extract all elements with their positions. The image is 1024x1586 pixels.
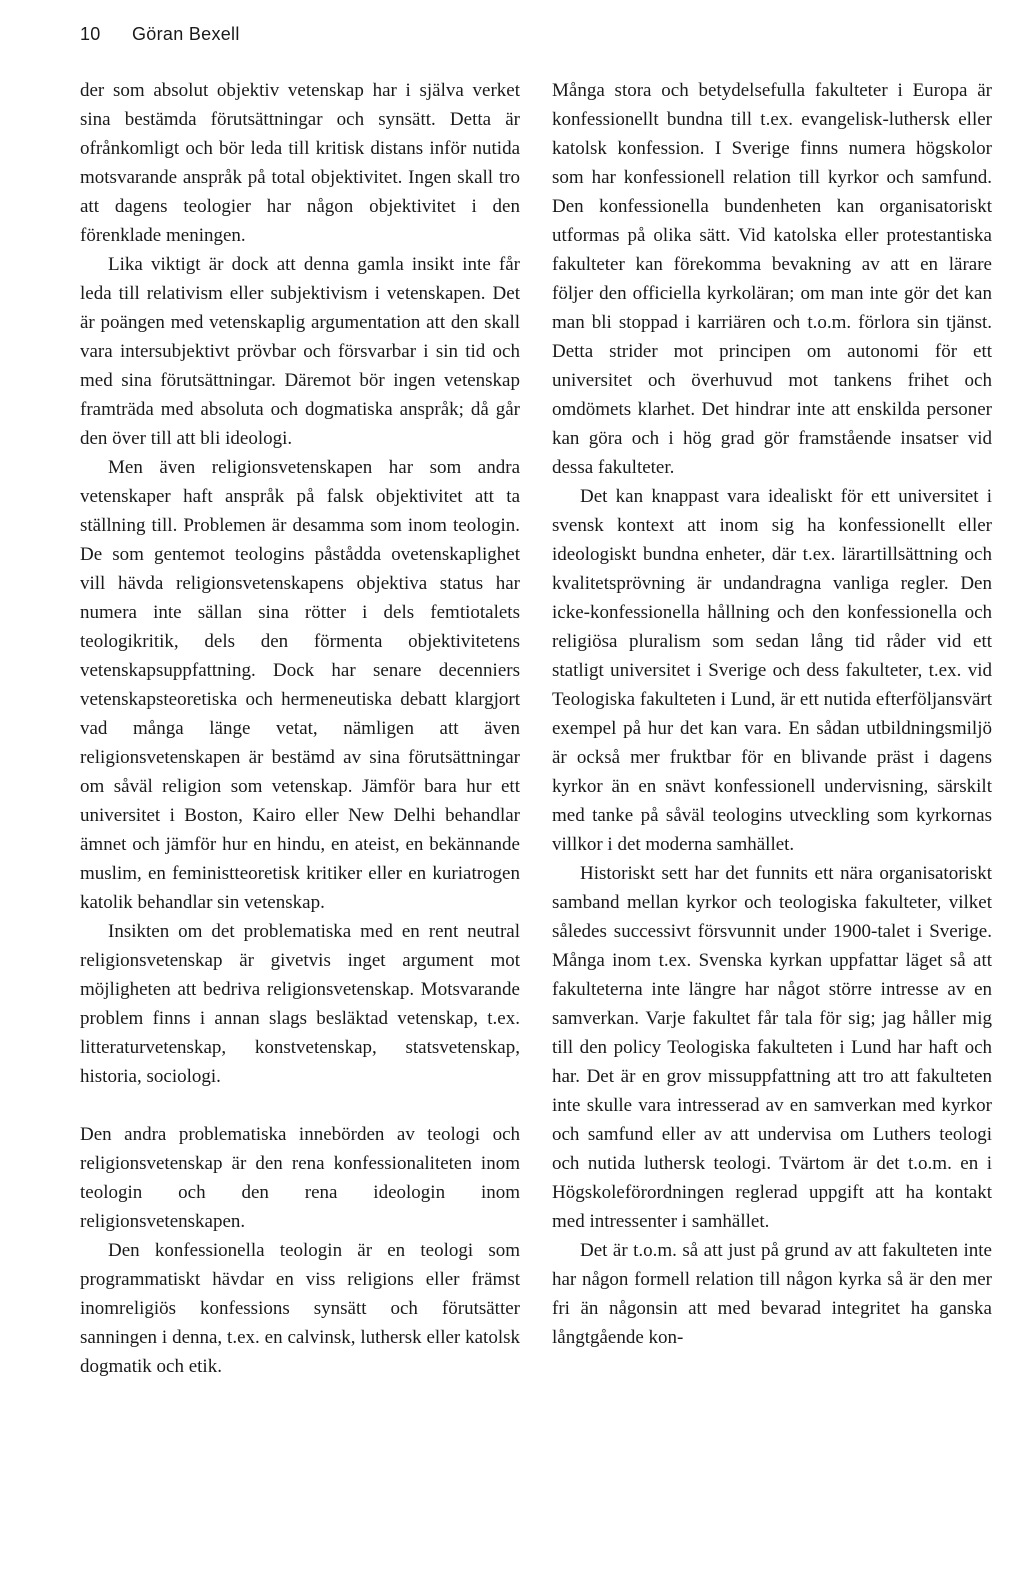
paragraph: Men även religionsvetenskapen har som andra vetenskaper haft anspråk på falsk objektivitet att ta ställning till. Problemen är desamma som inom teologin. De som gentemot teologins påstådda ovetenskaplighet vill hävda religionsvetenskapens objektiva status har numera inte sällan sina rötter i dels femtiotalets teologikritik, dels den förmenta objektivitetens vetenskapsuppfattning. Dock har senare decenniers vetenskapsteoretiska och hermeneutiska debatt klargjort vad många länge vetat, nämligen att även religionsvetenskapen är bestämd av sina förutsättningar om såväl religion som vetenskap. Jämför bara hur ett universitet i Boston, Kairo eller New Delhi behandlar ämnet och jämför hur en hindu, en ateist, en bekännande muslim, en feministteoretisk kritiker eller en kuriatrogen katolik behandlar sin vetenskap. xyxy=(80,457,520,913)
author-name: Göran Bexell xyxy=(132,24,240,44)
page-number: 10 xyxy=(80,24,101,44)
paragraph: Historiskt sett har det funnits ett nära organisatoriskt samband mellan kyrkor och teologiska fakulteter, vilket således successivt försvunnit under 1900-talet i Sverige. Många inom t.ex. Svenska kyrkan uppfattar läget så att fakulteterna inte längre har något större intresse av en samverkan. Varje fakultet får tala för sig; jag håller mig till den policy Teologiska fakulteten i Lund har haft och har. Det är en grov missuppfattning att tro att fakulteten inte skulle vara intresserad av en samverkan med kyrkor och samfund eller av att undervisa om Luthers teologi och nutida luthersk teologi. Tvärtom är det t.o.m. en i Högskoleförordningen reglerad uppgift att ha kontakt med intressenter i samhället. xyxy=(552,863,992,1232)
paragraph: der som absolut objektiv vetenskap har i själva verket sina bestämda förutsättningar och synsätt. Detta är ofrånkomligt och bör leda till kritisk distans inför nutida motsvarande anspråk på total objektivitet. Ingen skall tro att dagens teologier har någon objektivitet i den förenklade meningen. xyxy=(80,80,520,246)
left-column xyxy=(80,76,520,1381)
paragraph: Den andra problematiska innebörden av teologi och religionsvetenskap är den rena konfessionaliteten inom teologin och den rena ideologin inom religionsvetenskapen. xyxy=(80,1124,520,1232)
running-head xyxy=(80,24,240,45)
right-column xyxy=(552,76,992,1352)
paragraph: Den konfessionella teologin är en teologi som programmatiskt hävdar en viss religions eller främst inomreligiös konfessions synsätt och förutsätter sanningen i denna, t.ex. en calvinsk, luthersk eller katolsk dogmatik och etik. xyxy=(80,1240,520,1377)
paragraph: Det kan knappast vara idealiskt för ett universitet i svensk kontext att inom sig ha konfessionellt eller ideologiskt bundna enheter, där t.ex. lärartillsättning och kvalitetsprövning är undandragna vanliga regler. Den icke-konfessionella hållning och den konfessionella och religiösa pluralism som sedan lång tid råder vid ett statligt universitet i Sverige och dess fakulteter, t.ex. vid Teologiska fakulteten i Lund, är ett nutida efterföljansvärt exempel på hur det kan vara. En sådan utbildningsmiljö är också mer fruktbar för en blivande präst i dagens kyrkor än en snävt konfessionell undervisning, särskilt med tanke på såväl teologins utveckling som kyrkornas villkor i det moderna samhället. xyxy=(552,486,992,855)
paragraph: Lika viktigt är dock att denna gamla insikt inte får leda till relativism eller subjektivism i vetenskapen. Det är poängen med vetenskaplig argumentation att den skall vara intersubjektivt prövbar och försvarbar i sin tid och med sina förutsättningar. Däremot bör ingen vetenskap framträda med absoluta och dogmatiska anspråk; då går den över till att bli ideologi. xyxy=(80,254,520,449)
paragraph: Det är t.o.m. så att just på grund av att fakulteten inte har någon formell relation till någon kyrka så är den mer fri än någonsin att med bevarad integritet ha ganska långtgående kon- xyxy=(552,1240,992,1348)
paragraph: Många stora och betydelsefulla fakulteter i Europa är konfessionellt bundna till t.ex. evangelisk-luthersk eller katolsk konfession. I Sverige finns numera högskolor som har konfessionell relation till kyrkor och samfund. Den konfessionella bundenheten kan organisatoriskt utformas på olika sätt. Vid katolska eller protestantiska fakulteter kan förekomma bevakning av att en lärare följer den officiella kyrkoläran; om man inte gör det kan man bli stoppad i karriären och t.o.m. förlora sin tjänst. Detta strider mot principen om autonomi för ett universitet och överhuvud mot tankens frihet och omdömets klarhet. Det hindrar inte att enskilda personer kan göra och i hög grad gör framstående insatser vid dessa fakulteter. xyxy=(552,80,992,478)
paragraph: Insikten om det problematiska med en rent neutral religionsvetenskap är givetvis inget argument mot möjligheten att bedriva religionsvetenskap. Motsvarande problem finns i annan slags besläktad vetenskap, t.ex. litteraturvetenskap, konstvetenskap, statsvetenskap, historia, sociologi. xyxy=(80,921,520,1087)
